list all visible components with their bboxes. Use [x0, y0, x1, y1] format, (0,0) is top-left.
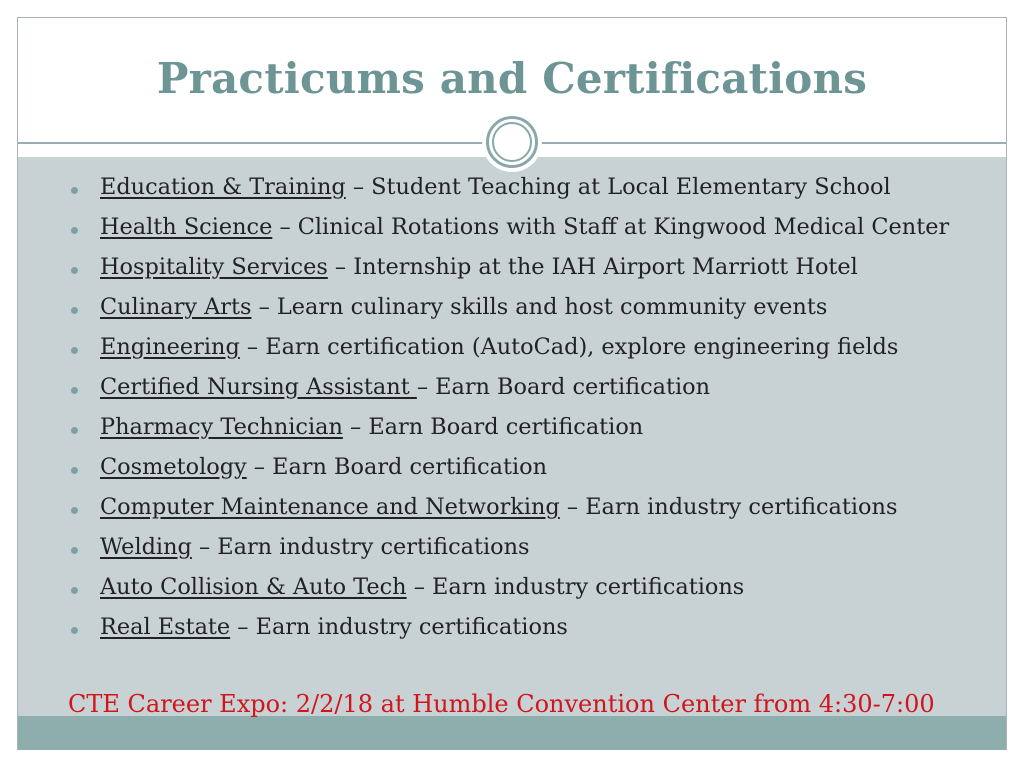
list-item [68, 532, 968, 563]
list-item [68, 412, 968, 443]
item-topic: Pharmacy Technician [100, 414, 343, 440]
bullet-dot-icon [71, 307, 78, 314]
item-detail: – Internship at the IAH Airport Marriott Hotel [327, 254, 858, 280]
list-item [68, 372, 968, 403]
bullet-dot-icon [71, 187, 78, 194]
slide-title: Practicums and Certifications [156, 54, 868, 103]
bullet-list [68, 172, 968, 652]
list-item [68, 212, 968, 243]
list-item [68, 492, 968, 523]
bullet-dot-icon [71, 467, 78, 474]
item-topic: Auto Collision & Auto Tech [100, 574, 407, 600]
item-detail: – Earn industry certifications [406, 574, 745, 600]
bullet-dot-icon [71, 587, 78, 594]
item-topic: Real Estate [100, 614, 231, 640]
item-detail: – Earn industry certifications [230, 614, 568, 640]
item-topic: Computer Maintenance and Networking [100, 494, 560, 520]
list-item [68, 572, 968, 603]
expo-announcement: CTE Career Expo: 2/2/18 at Humble Convention Center from 4:30-7:00 [68, 690, 935, 718]
item-topic: Health Science [100, 214, 273, 240]
ring-inner-circle [492, 122, 532, 162]
item-topic: Engineering [100, 334, 240, 360]
list-item [68, 292, 968, 323]
bullet-dot-icon [71, 627, 78, 634]
list-item [68, 172, 968, 203]
bullet-dot-icon [71, 507, 78, 514]
item-topic: Education & Training [100, 174, 346, 200]
bullet-dot-icon [71, 427, 78, 434]
list-item [68, 612, 968, 643]
list-item [68, 452, 968, 483]
bullet-dot-icon [71, 387, 78, 394]
item-detail: – Earn Board certification [416, 374, 711, 400]
item-topic: Culinary Arts [100, 294, 252, 320]
item-detail: – Learn culinary skills and host community events [251, 294, 828, 320]
item-topic: Welding [100, 534, 192, 560]
bullet-dot-icon [71, 547, 78, 554]
bullet-dot-icon [71, 227, 78, 234]
item-topic: Certified Nursing Assistant [100, 374, 417, 400]
item-detail: – Earn Board certification [246, 454, 548, 480]
item-topic: Cosmetology [100, 454, 247, 480]
item-detail: – Clinical Rotations with Staff at Kingwood Medical Center [272, 214, 950, 240]
item-detail: – Student Teaching at Local Elementary School [345, 174, 891, 200]
item-detail: – Earn certification (AutoCad), explore engineering fields [239, 334, 899, 360]
item-detail: – Earn industry certifications [191, 534, 530, 560]
list-item [68, 252, 968, 283]
list-item [68, 332, 968, 363]
footer-bar [18, 716, 1006, 750]
bullet-dot-icon [71, 347, 78, 354]
item-detail: – Earn industry certifications [559, 494, 898, 520]
item-detail: – Earn Board certification [342, 414, 644, 440]
bullet-dot-icon [71, 267, 78, 274]
item-topic: Hospitality Services [100, 254, 328, 280]
